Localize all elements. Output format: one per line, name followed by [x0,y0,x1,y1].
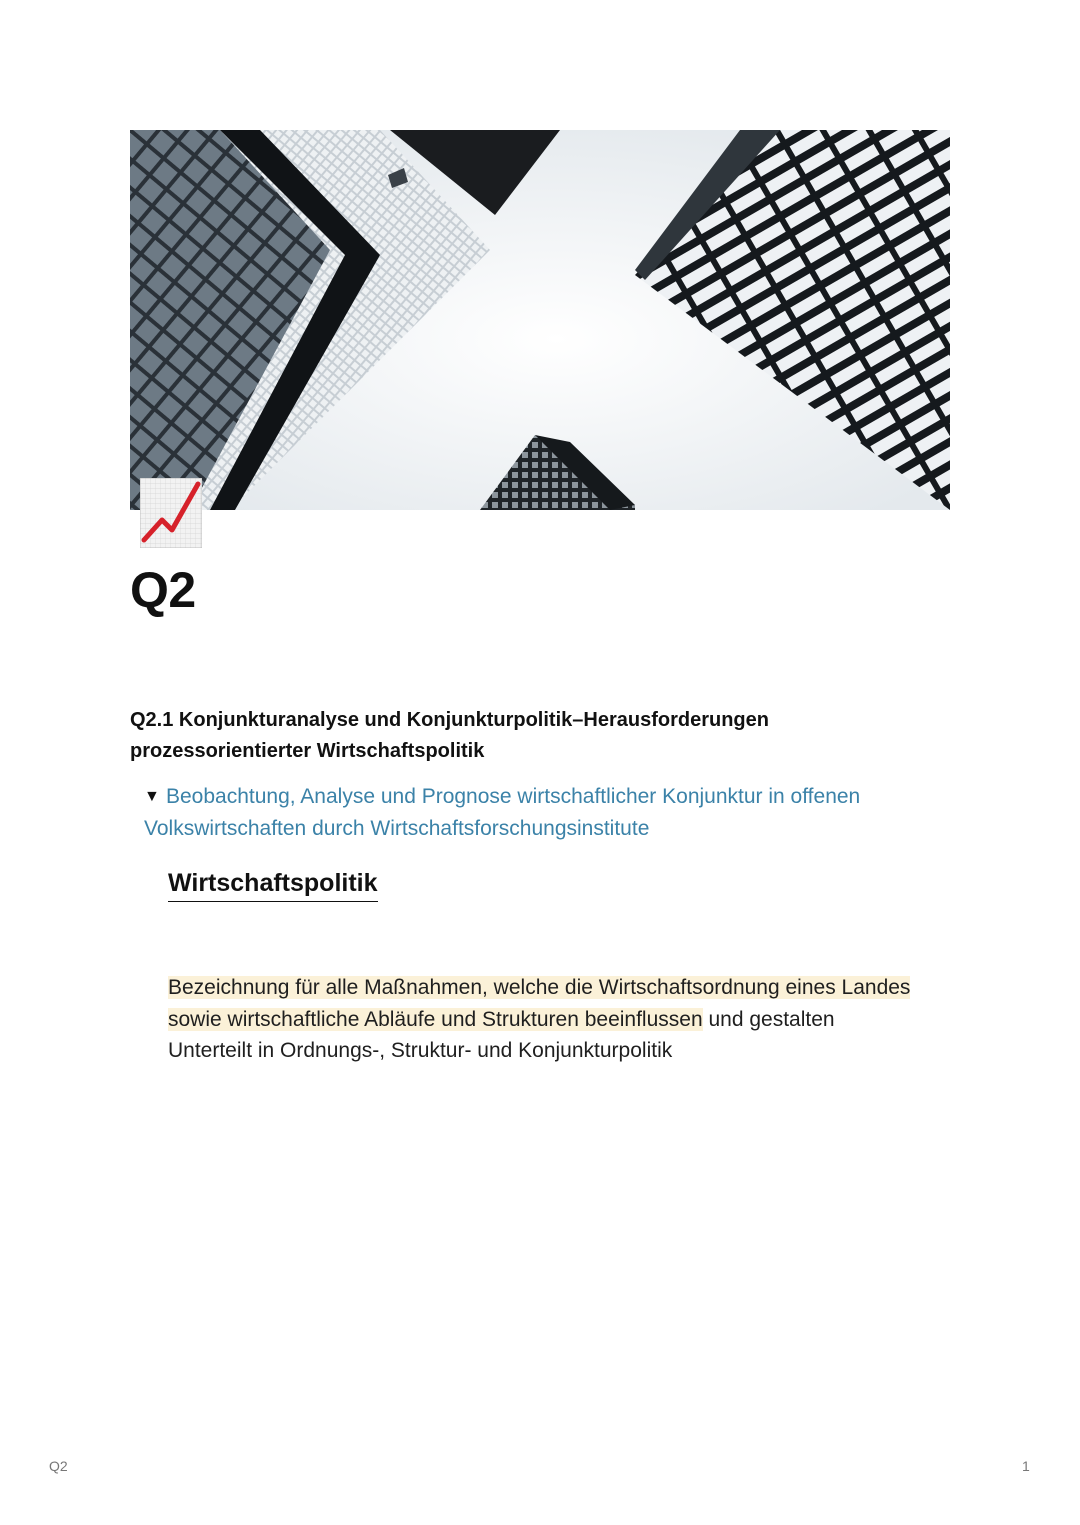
subdivision-text: Unterteilt in Ordnungs-, Struktur- und Konjunkturpolitik [168,1039,673,1062]
definition-paragraph [168,972,968,1067]
subheading-wirtschaftspolitik: Wirtschaftspolitik [168,866,378,902]
cover-image [130,130,950,510]
footer-page-title: Q2 [49,1458,68,1474]
footer-page-number: 1 [1022,1458,1030,1474]
chart-increasing-icon [140,478,202,548]
section-heading: Q2.1 Konjunkturanalyse und Konjunkturpolitik–Herausforderungen prozessorientierter Wirtschaftspolitik [130,709,769,762]
toggle-label: Beobachtung, Analyse und Prognose wirtschaftlicher Konjunktur in offenen Volkswirtschaften durch Wirtschaftsforschungsinstitute [144,785,861,840]
toggle-block[interactable] [144,781,944,844]
page-title: Q2 [130,562,196,618]
text-continuation: und gestalten [702,1007,835,1031]
highlighted-text: Bezeichnung für alle Maßnahmen, welche die Wirtschaftsordnung eines Landes sowie wirtschaftliche Abläufe und Strukturen beeinflussen [168,976,911,1031]
toggle-arrow-icon[interactable]: ▼ [144,788,160,805]
